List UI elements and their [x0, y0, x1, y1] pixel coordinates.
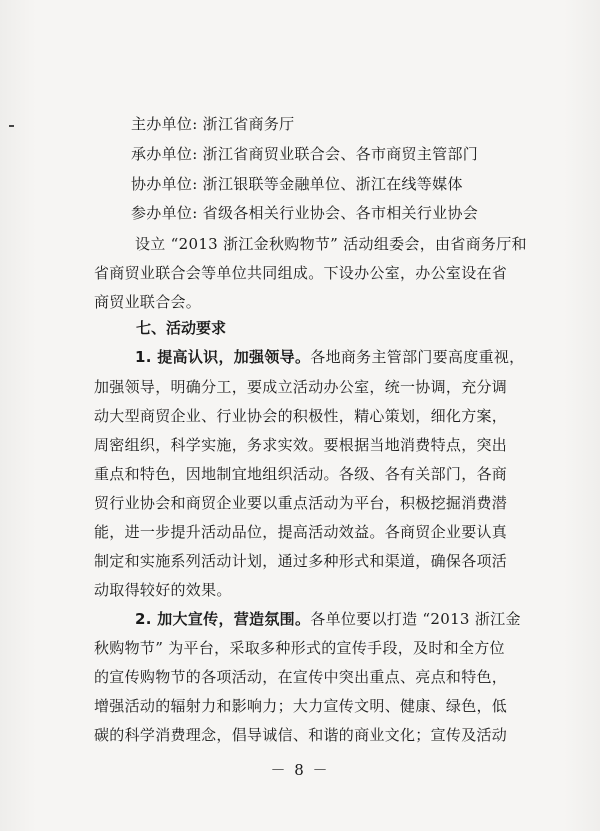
item1-line: 动取得较好的效果。	[94, 581, 232, 599]
committee-line: 商贸业联合会。	[94, 293, 202, 311]
committee-line: 设立 “2013 浙江金秋购物节” 活动组委会，由省商务厅和	[135, 235, 527, 253]
committee-line: 省商贸业联合会等单位共同组成。下设办公室，办公室设在省	[94, 264, 508, 282]
organizer-value: 浙江银联等金融单位、浙江在线等媒体	[202, 175, 463, 193]
item1-title: 1. 提高认识，加强领导。	[135, 348, 311, 366]
organizer-label: 协办单位:	[131, 175, 198, 193]
item2-line: 的宣传购物节的各项活动，在宣传中突出重点、亮点和特色，	[94, 668, 508, 686]
organizer-value: 浙江省商贸业联合会、各市商贸主管部门	[202, 145, 479, 163]
organizer-label: 参办单位:	[131, 204, 198, 222]
organizer-label: 主办单位:	[131, 115, 198, 133]
item1-line: 贸行业协会和商贸企业要以重点活动为平台，积极挖掘消费潜	[94, 494, 508, 512]
item2-first-line	[135, 607, 521, 631]
item2-line: 秋购物节” 为平台，采取多种形式的宣传手段，及时和全方位	[94, 639, 505, 657]
organizer-host	[131, 112, 294, 136]
organizer-co-host	[131, 172, 463, 196]
organizer-value: 浙江省商务厅	[202, 115, 295, 133]
item1-line: 动大型商贸企业、行业协会的积极性，精心策划，细化方案，	[94, 407, 508, 425]
section-heading: 七、活动要求	[136, 319, 227, 337]
item1-line: 重点和特色，因地制宜地组织活动。各级、各有关部门，各商	[94, 465, 508, 483]
item1-first-line	[135, 345, 524, 369]
organizer-participant	[131, 201, 478, 225]
item2-line: 碳的科学消费理念，倡导诚信、和谐的商业文化；宣传及活动	[94, 726, 508, 744]
item2-text: 各单位要以打造 “2013 浙江金	[310, 610, 521, 628]
organizer-value: 省级各相关行业协会、各市相关行业协会	[202, 204, 479, 222]
item2-line: 增强活动的辐射力和影响力；大力宣传文明、健康、绿色，低	[94, 697, 508, 715]
item1-line: 能，进一步提升活动品位，提高活动效益。各商贸企业要认真	[94, 523, 508, 541]
margin-mark	[9, 125, 14, 127]
item1-text: 各地商务主管部门要高度重视，	[310, 348, 525, 366]
organizer-undertaker	[131, 142, 478, 166]
item1-line: 周密组织，科学实施，务求实效。要根据当地消费特点，突出	[94, 436, 508, 454]
organizer-label: 承办单位:	[131, 145, 198, 163]
item1-line: 加强领导，明确分工，要成立活动办公室，统一协调，充分调	[94, 378, 508, 396]
page-number: － 8 －	[270, 761, 330, 779]
item2-title: 2. 加大宣传，营造氛围。	[135, 610, 311, 628]
item1-line: 制定和实施系列活动计划，通过多种形式和渠道，确保各项活	[94, 552, 508, 570]
